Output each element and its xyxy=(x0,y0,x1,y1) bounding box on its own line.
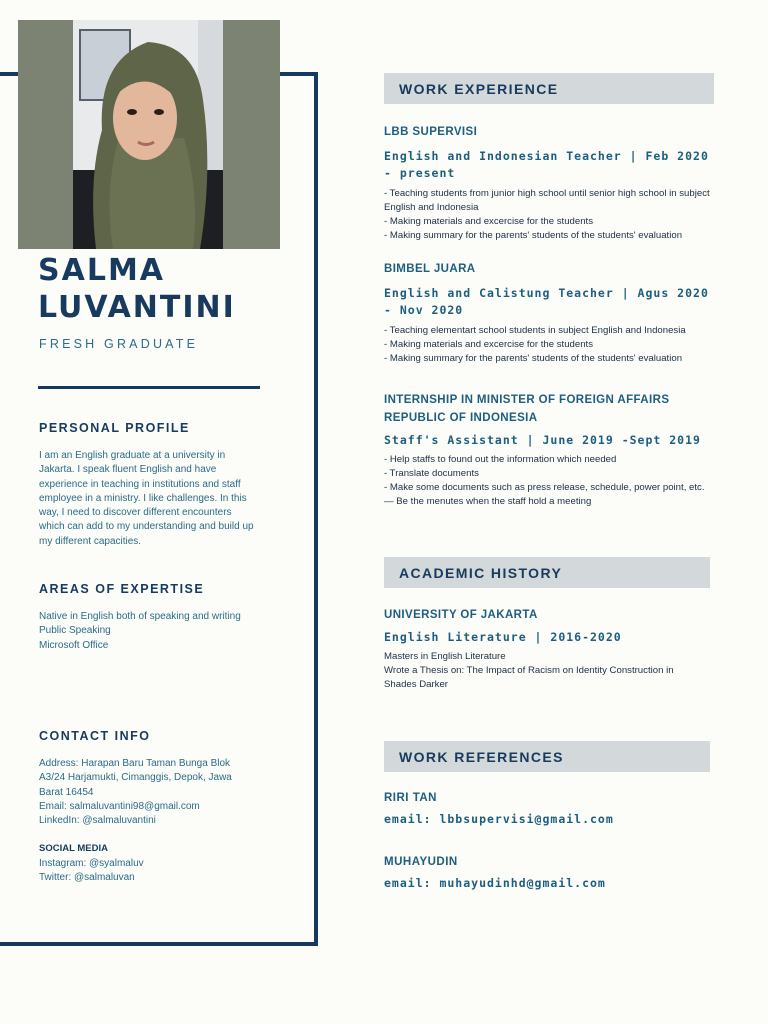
profile-line: I am an English graduate at a university in xyxy=(39,450,226,461)
name-first: SALMA xyxy=(38,253,166,288)
job-role: English and Calistung Teacher | Agus 2020 - Nov 2020 xyxy=(384,286,709,317)
contact-heading: CONTACT INFO xyxy=(39,729,151,743)
social-media-heading: SOCIAL MEDIA xyxy=(39,843,108,855)
expertise-item: Public Speaking xyxy=(39,625,111,637)
reference-name: RIRI TAN xyxy=(384,792,437,804)
job-org: BIMBEL JUARA xyxy=(384,263,476,275)
job-duty: - Help staffs to found out the information which needed xyxy=(384,454,617,465)
job-entry xyxy=(384,391,714,509)
education-line: Shades Darker xyxy=(384,679,448,690)
education-line: Wrote a Thesis on: The Impact of Racism on Identity Construction in xyxy=(384,665,674,676)
expertise-list xyxy=(39,610,264,653)
job-org: INTERNSHIP IN MINISTER OF FOREIGN AFFAIRS REPUBLIC OF INDONESIA xyxy=(384,394,670,424)
job-title: FRESH GRADUATE xyxy=(39,337,199,351)
job-role: Staff's Assistant | June 2019 -Sept 2019 xyxy=(384,433,701,447)
job-description xyxy=(384,187,714,243)
job-org: LBB SUPERVISI xyxy=(384,126,478,138)
profile-line: way, I need to discover different encounters xyxy=(39,507,232,519)
job-duty: - Translate documents xyxy=(384,468,479,479)
work-references-header xyxy=(384,741,710,772)
contact-address: Address: Harapan Baru Taman Bunga Blok A3/24 Harjamukti, Cimanggis, Depok, Jawa Barat 16454 xyxy=(39,758,232,798)
name-last: LUVANTINI xyxy=(38,290,236,325)
work-experience-header xyxy=(384,73,714,104)
degree-line: English Literature | 2016-2020 xyxy=(384,630,622,644)
profile-line: experience in teaching in institutions and staff xyxy=(39,478,241,490)
profile-line: Jakarta. I speak fluent English and have xyxy=(39,464,217,476)
job-description xyxy=(384,324,714,366)
reference-name: MUHAYUDIN xyxy=(384,856,458,868)
school-name: UNIVERSITY OF JAKARTA xyxy=(384,609,538,621)
academic-history-header xyxy=(384,557,710,588)
reference-email[interactable]: email: muhayudinhd@gmail.com xyxy=(384,876,606,890)
contact-instagram[interactable]: Instagram: @syalmaluv xyxy=(39,857,144,869)
profile-line: employee in a ministry. I like challenges. In this xyxy=(39,492,247,504)
job-duty: — Be the menutes when the staff hold a meeting xyxy=(384,496,592,507)
job-role: English and Indonesian Teacher | Feb 2020 - present xyxy=(384,149,709,180)
job-description xyxy=(384,453,714,509)
personal-profile-text xyxy=(39,449,264,549)
reference-email[interactable]: email: lbbsupervisi@gmail.com xyxy=(384,812,614,826)
profile-photo xyxy=(18,20,280,249)
job-duty: - Making materials and excercise for the students xyxy=(384,216,594,227)
contact-twitter[interactable]: Twitter: @salmaluvan xyxy=(39,872,135,884)
job-duty: - Teaching elementart school students in subject English and Indonesia xyxy=(384,325,686,336)
profile-line: my different capacities. xyxy=(39,535,142,547)
candidate-name xyxy=(38,252,236,326)
education-entry xyxy=(384,606,714,692)
job-entry xyxy=(384,123,714,243)
job-duty: - Making summary for the parents' students of the students' evaluation xyxy=(384,230,683,241)
personal-profile-heading: PERSONAL PROFILE xyxy=(39,421,190,435)
work-experience-heading: WORK EXPERIENCE xyxy=(399,81,559,97)
academic-history-heading: ACADEMIC HISTORY xyxy=(399,565,563,581)
expertise-heading: AREAS OF EXPERTISE xyxy=(39,582,205,596)
job-duty: - Making summary for the parents' students of the students' evaluation xyxy=(384,353,683,364)
work-references-heading: WORK REFERENCES xyxy=(399,749,564,765)
job-duty: - Making materials and excercise for the students xyxy=(384,339,594,350)
reference-entry xyxy=(384,856,714,890)
job-duty: - Teaching students from junior high school until senior high school in subject English and Indonesia xyxy=(384,188,710,213)
contact-email[interactable]: Email: salmaluvantini98@gmail.com xyxy=(39,800,200,812)
reference-entry xyxy=(384,792,714,826)
divider xyxy=(38,386,260,389)
profile-line: which can add to my understanding and build up xyxy=(39,521,254,533)
expertise-item: Microsoft Office xyxy=(39,639,109,651)
education-line: Masters in English Literature xyxy=(384,651,506,662)
job-duty: - Make some documents such as press release, schedule, power point, etc. xyxy=(384,482,705,493)
expertise-item: Native in English both of speaking and writing xyxy=(39,611,241,622)
job-entry xyxy=(384,260,714,366)
education-description xyxy=(384,650,714,692)
contact-info xyxy=(39,757,244,885)
contact-linkedin[interactable]: LinkedIn: @salmaluvantini xyxy=(39,815,156,827)
